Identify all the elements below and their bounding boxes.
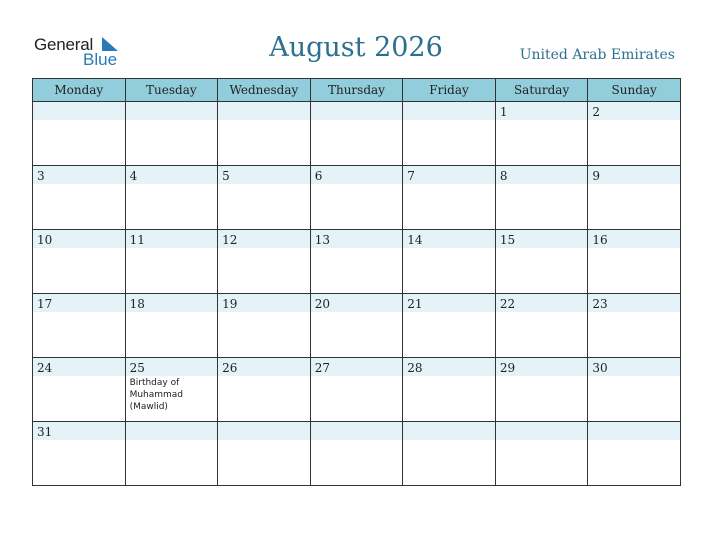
day-number: 11: [129, 233, 145, 247]
day-cell: [403, 422, 496, 486]
day-cell: [218, 422, 311, 486]
day-number: [126, 422, 218, 425]
day-number: 6: [314, 169, 323, 183]
day-number: 10: [37, 233, 53, 247]
day-number: [403, 102, 495, 105]
day-number: 8: [499, 169, 508, 183]
day-cell: [218, 166, 311, 230]
day-number: 4: [129, 169, 138, 183]
day-number: [311, 102, 403, 105]
day-cell: [125, 102, 218, 166]
day-number: [126, 102, 218, 105]
logo-general-text: General: [34, 35, 94, 54]
week-row: [33, 422, 681, 486]
day-number: 20: [314, 297, 330, 311]
day-cell: [33, 358, 126, 422]
week-row: [33, 358, 681, 422]
day-cell: [495, 422, 588, 486]
day-number: [218, 422, 310, 425]
day-cell: [403, 230, 496, 294]
weekday-header: Tuesday: [125, 79, 218, 102]
day-cell: [218, 294, 311, 358]
day-cell: [310, 102, 403, 166]
day-cell: [495, 102, 588, 166]
day-number: [588, 422, 680, 425]
day-number: 2: [592, 105, 601, 119]
day-number: [496, 422, 588, 425]
week-row: [33, 166, 681, 230]
day-cell: [310, 230, 403, 294]
day-cell: [588, 230, 681, 294]
day-cell: [310, 358, 403, 422]
day-number: [311, 422, 403, 425]
logo-blue-text: Blue: [83, 50, 118, 69]
day-cell: [588, 422, 681, 486]
day-number: 1: [499, 105, 508, 119]
day-cell: [310, 166, 403, 230]
day-number: [33, 102, 125, 105]
day-cell: [495, 358, 588, 422]
day-cell: [218, 102, 311, 166]
day-number: 30: [592, 361, 608, 375]
day-cell: [33, 422, 126, 486]
country-name: United Arab Emirates: [519, 47, 675, 63]
day-cell: [33, 230, 126, 294]
day-cell: [218, 230, 311, 294]
day-number: 27: [314, 361, 330, 375]
day-cell: [495, 230, 588, 294]
day-number: 22: [499, 297, 516, 311]
calendar-grid: [32, 78, 681, 486]
day-number: 5: [222, 169, 230, 183]
day-number: 15: [499, 233, 516, 247]
day-cell: [403, 294, 496, 358]
week-row: [33, 294, 681, 358]
day-number: 26: [222, 361, 238, 375]
day-number: 17: [37, 297, 53, 311]
day-number: 31: [37, 425, 53, 439]
weekday-header: Friday: [403, 79, 496, 102]
day-cell: [588, 358, 681, 422]
day-number: [403, 422, 495, 425]
day-cell: [125, 230, 218, 294]
month-title-text: August 2026: [269, 32, 443, 63]
weekday-header-row: [33, 79, 681, 102]
day-cell: [403, 358, 496, 422]
day-number: 13: [314, 233, 330, 247]
week-row: [33, 230, 681, 294]
weekday-header: Saturday: [495, 79, 588, 102]
day-cell: [588, 294, 681, 358]
weekday-header: Thursday: [310, 79, 403, 102]
day-number: 24: [37, 361, 53, 375]
day-number: 9: [592, 169, 601, 183]
day-cell: [125, 422, 218, 486]
day-cell: [588, 102, 681, 166]
day-cell: [495, 294, 588, 358]
day-cell: [125, 166, 218, 230]
day-number: 18: [129, 297, 145, 311]
week-row: [33, 102, 681, 166]
day-cell: [33, 102, 126, 166]
weekday-header: Wednesday: [218, 79, 311, 102]
day-cell: [403, 102, 496, 166]
day-cell: [403, 166, 496, 230]
weekday-header: Monday: [33, 79, 126, 102]
day-number: 25: [129, 361, 145, 375]
day-cell: [588, 166, 681, 230]
holiday-label: Birthday of Muhammad (Mawlid): [129, 378, 184, 412]
weekday-header: Sunday: [588, 79, 681, 102]
day-number: 7: [407, 169, 415, 183]
day-cell: [125, 294, 218, 358]
day-cell: [310, 294, 403, 358]
day-cell: [495, 166, 588, 230]
day-cell: [33, 294, 126, 358]
day-number: 16: [592, 233, 608, 247]
day-number: 21: [407, 297, 423, 311]
day-number: 29: [499, 361, 516, 375]
day-number: 12: [222, 233, 238, 247]
day-number: 19: [222, 297, 238, 311]
day-cell: [125, 358, 218, 422]
day-number: 14: [407, 233, 423, 247]
day-cell: [310, 422, 403, 486]
day-number: 3: [37, 169, 45, 183]
day-number: 28: [407, 361, 423, 375]
day-number: [218, 102, 310, 105]
day-cell: [33, 166, 126, 230]
day-cell: [218, 358, 311, 422]
day-number: 23: [592, 297, 608, 311]
